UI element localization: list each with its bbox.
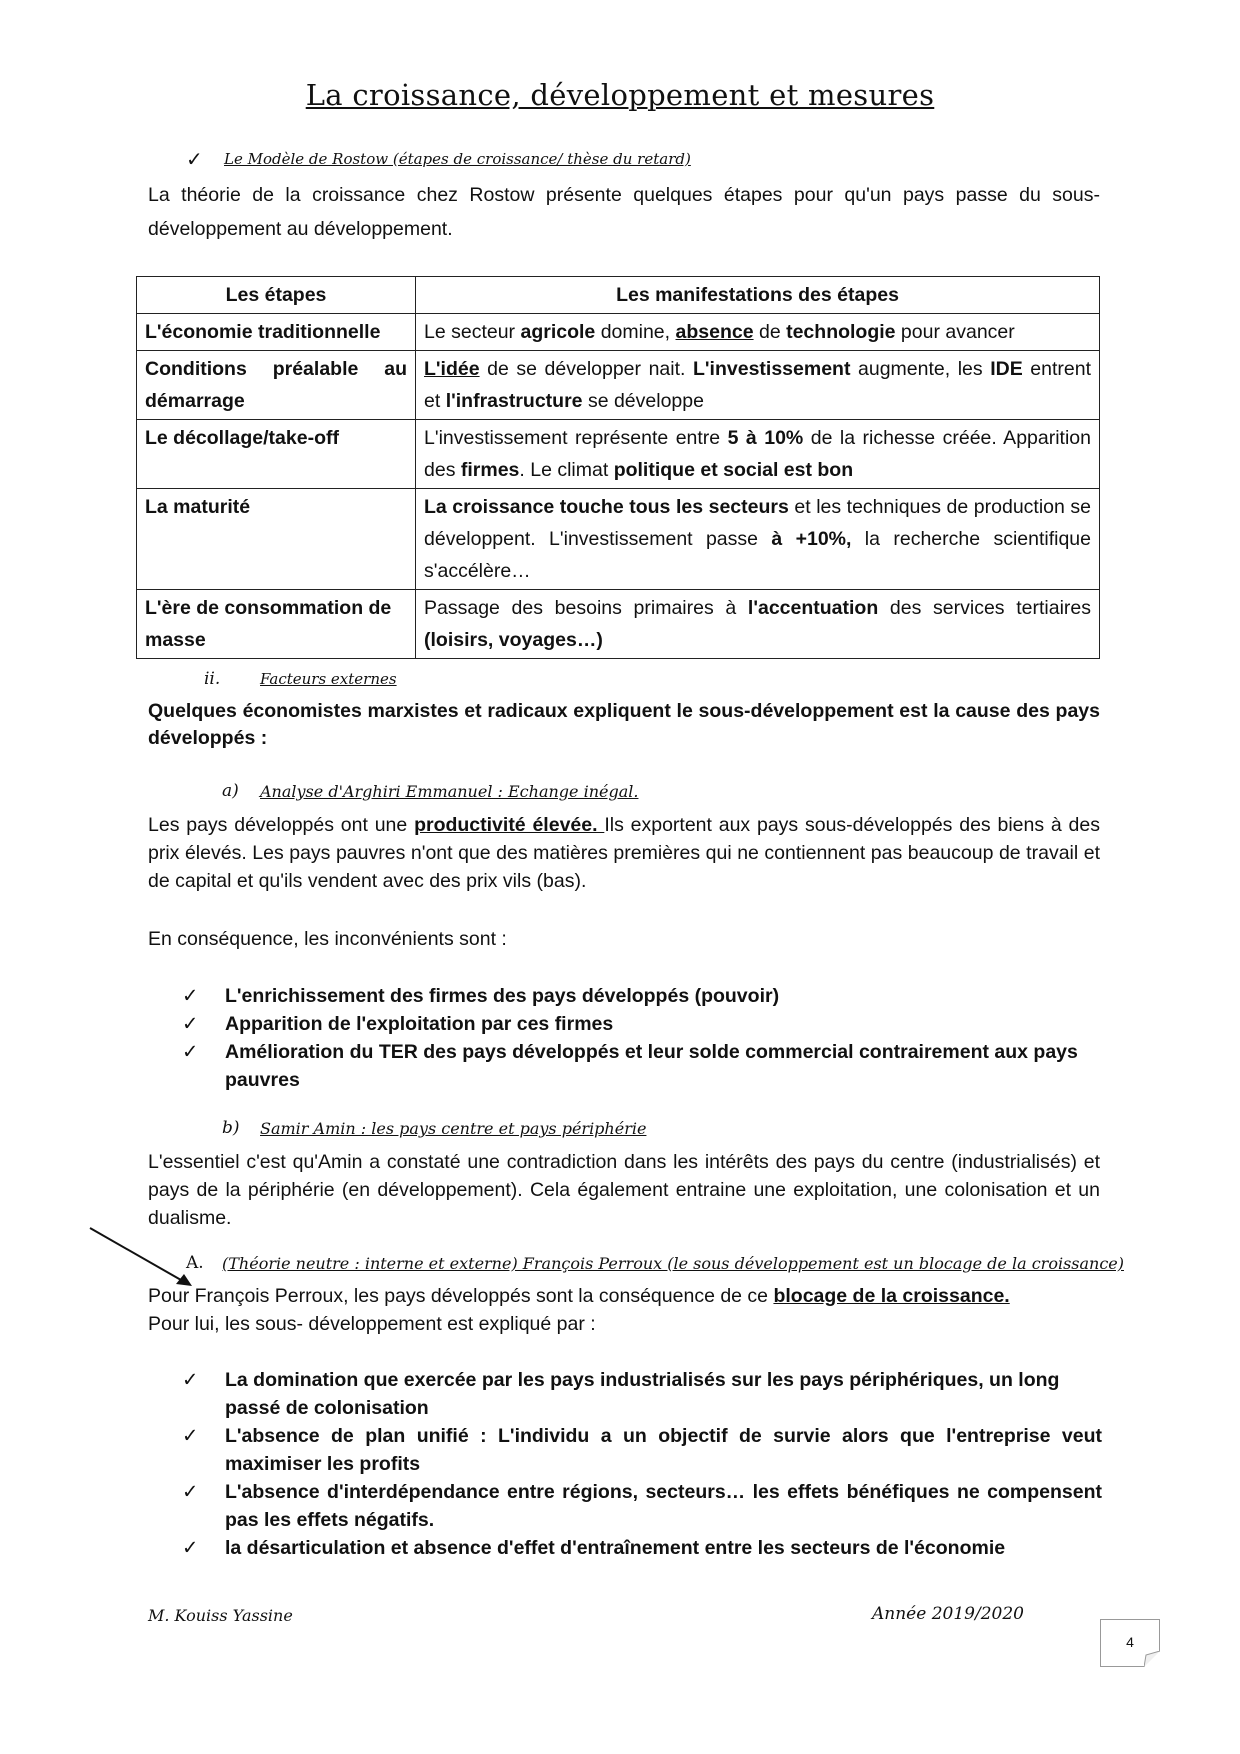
perroux-paragraph: Pour François Perroux, les pays développés sont la conséquence de ce blocage de la croissance. xyxy=(148,1285,1010,1307)
section-marker: A. xyxy=(186,1253,204,1273)
table-row xyxy=(137,351,1100,420)
desc-cell: Le secteur agricole domine, absence de technologie pour avancer xyxy=(416,314,1100,351)
rostow-table xyxy=(136,276,1100,659)
page-number-box xyxy=(1100,1619,1160,1667)
list-item: ✓ L'absence de plan unifié : L'individu a un objectif de survie alors que l'entreprise veut maximiser les profits xyxy=(182,1422,1102,1478)
emmanuel-list xyxy=(182,982,1102,1094)
stage-cell: Le décollage/take-off xyxy=(137,420,416,489)
list-item: ✓ Apparition de l'exploitation par ces firmes xyxy=(182,1010,1102,1038)
header-manifestations: Les manifestations des étapes xyxy=(416,277,1100,314)
emmanuel-heading: Analyse d'Arghiri Emmanuel : Echange inégal. xyxy=(260,782,639,801)
section-marker: a) xyxy=(222,781,239,801)
stage-cell: Conditions préalable au démarrage xyxy=(137,351,416,420)
perroux-explanation: Pour lui, les sous- développement est expliqué par : xyxy=(148,1313,596,1335)
check-icon: ✓ xyxy=(182,1537,199,1559)
desc-cell: La croissance touche tous les secteurs et les techniques de production se développent. L'investissement passe à +10%, la recherche scientifique s'accélère… xyxy=(416,489,1100,590)
rostow-intro: La théorie de la croissance chez Rostow présente quelques étapes pour qu'un pays passe du sous-développement au développement. xyxy=(148,184,1100,240)
table-row xyxy=(137,314,1100,351)
external-heading: Facteurs externes xyxy=(260,670,397,688)
list-item: ✓ L'enrichissement des firmes des pays développés (pouvoir) xyxy=(182,982,1102,1010)
check-icon: ✓ xyxy=(182,1481,199,1503)
list-item: ✓ L'absence d'interdépendance entre régions, secteurs… les effets bénéfiques ne compensent pas les effets négatifs. xyxy=(182,1478,1102,1534)
perroux-list xyxy=(182,1366,1102,1562)
desc-cell: Passage des besoins primaires à l'accentuation des services tertiaires (loisirs, voyages…) xyxy=(416,590,1100,659)
footer-year: Année 2019/2020 xyxy=(872,1604,1024,1624)
list-item: ✓ la désarticulation et absence d'effet d'entraînement entre les secteurs de l'économie xyxy=(182,1534,1102,1562)
desc-cell: L'idée de se développer nait. L'investissement augmente, les IDE entrent et l'infrastructure se développe xyxy=(416,351,1100,420)
desc-cell: L'investissement représente entre 5 à 10% de la richesse créée. Apparition des firmes. Le climat politique et social est bon xyxy=(416,420,1100,489)
page-curl-icon xyxy=(1144,1651,1160,1667)
section-marker: ii. xyxy=(204,669,221,689)
section-marker: b) xyxy=(222,1118,240,1138)
rostow-heading: Le Modèle de Rostow (étapes de croissance/ thèse du retard) xyxy=(224,150,691,168)
stage-cell: L'économie traditionnelle xyxy=(137,314,416,351)
header-stages: Les étapes xyxy=(137,277,416,314)
list-item: ✓ La domination que exercée par les pays industrialisés sur les pays périphériques, un long passé de colonisation xyxy=(182,1366,1102,1422)
check-icon: ✓ xyxy=(182,1369,199,1391)
amin-paragraph: L'essentiel c'est qu'Amin a constaté une contradiction dans les intérêts des pays du centre (industrialisés) et pays de la périphérie (en développement). Cela également entraine une exploitation, une colonisation et un dualisme. xyxy=(148,1151,1100,1229)
check-icon: ✓ xyxy=(186,149,203,171)
emmanuel-consequence: En conséquence, les inconvénients sont : xyxy=(148,928,507,950)
table-row xyxy=(137,590,1100,659)
external-intro: Quelques économistes marxistes et radicaux expliquent le sous-développement est la cause des pays développés : xyxy=(148,700,1100,749)
footer-author: M. Kouiss Yassine xyxy=(148,1606,293,1625)
check-icon: ✓ xyxy=(182,1425,199,1447)
list-item: ✓ Amélioration du TER des pays développés et leur solde commercial contrairement aux pays pauvres xyxy=(182,1038,1102,1094)
emmanuel-paragraph: Les pays développés ont une productivité élevée. Ils exportent aux pays sous-développés des biens à des prix élevés. Les pays pauvres n'ont que des matières premières qui ne contiennent pas beaucoup de travail et de capital et qu'ils vendent avec des prix vils (bas). xyxy=(148,814,1100,892)
amin-heading: Samir Amin : les pays centre et pays périphérie xyxy=(260,1119,647,1138)
stage-cell: L'ère de consommation de masse xyxy=(137,590,416,659)
check-icon: ✓ xyxy=(182,985,199,1007)
table-row xyxy=(137,420,1100,489)
perroux-heading: (Théorie neutre : interne et externe) François Perroux (le sous développement est un blocage de la croissance) xyxy=(222,1254,1124,1273)
check-icon: ✓ xyxy=(182,1013,199,1035)
table-header-row xyxy=(137,277,1100,314)
check-icon: ✓ xyxy=(182,1041,199,1063)
table-row xyxy=(137,489,1100,590)
page-title: La croissance, développement et mesures xyxy=(305,78,935,112)
page-number: 4 xyxy=(1126,1634,1134,1650)
stage-cell: La maturité xyxy=(137,489,416,590)
